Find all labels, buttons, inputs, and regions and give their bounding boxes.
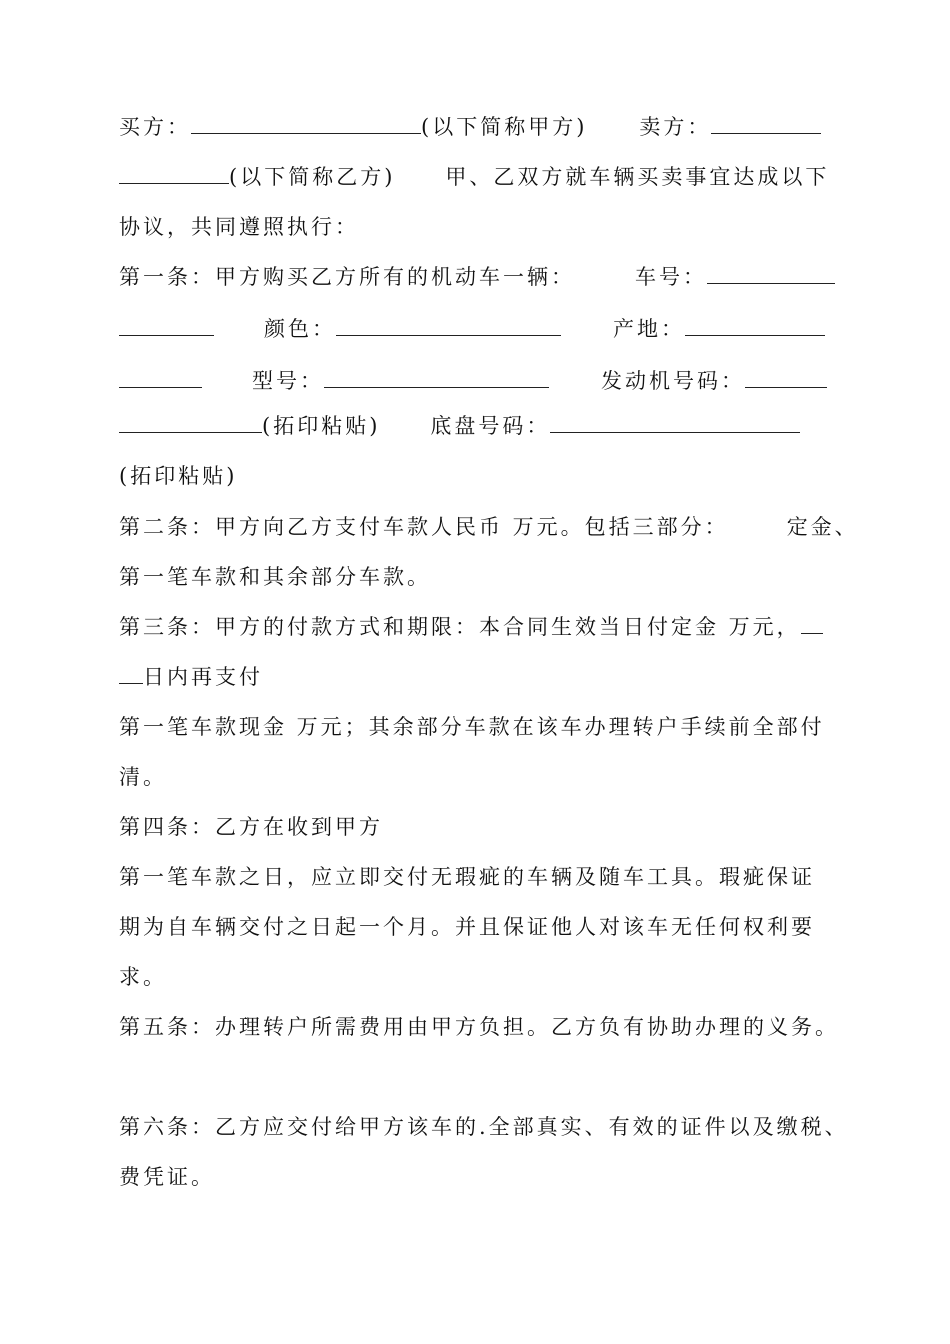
plate-label: 车号：: [635, 265, 707, 289]
article-4-cont-2: 期为自车辆交付之日起一个月。并且保证他人对该车无任何权利要: [119, 915, 815, 939]
buyer-label: 买方：: [119, 115, 191, 139]
model-engine-line: [119, 366, 839, 396]
article-1-text: 第一条：甲方购买乙方所有的机动车一辆：: [119, 265, 575, 289]
seller-blank-1[interactable]: [711, 113, 821, 134]
article-4-cont-3: 求。: [119, 965, 167, 989]
engine-blank-2[interactable]: [119, 412, 262, 433]
model-blank[interactable]: [324, 367, 549, 388]
days-blank-2[interactable]: [119, 663, 143, 684]
engine-blank-1[interactable]: [745, 367, 827, 388]
article-6-cont: 费凭证。: [119, 1165, 215, 1189]
article-6-line: 第六条：乙方应交付给甲方该车的.全部真实、有效的证件以及缴税、: [119, 1115, 849, 1139]
article-3-payment: 第一笔车款现金 万元；其余部分车款在该车办理转户手续前全部付: [119, 715, 825, 739]
rubbing-chassis-line: [119, 411, 839, 441]
agreement-intro-cont: 协议，共同遵照执行：: [119, 215, 359, 239]
article-5-line: 第五条：办理转户所需费用由甲方负担。乙方负有协助办理的义务。: [119, 1015, 839, 1039]
plate-blank-1[interactable]: [707, 263, 835, 284]
origin-blank-2[interactable]: [119, 367, 202, 388]
origin-label: 产地：: [613, 317, 685, 341]
seller-label: 卖方：: [639, 115, 712, 139]
model-label: 型号：: [252, 369, 324, 393]
origin-blank-1[interactable]: [685, 315, 825, 336]
article-3-line: [119, 612, 839, 642]
chassis-blank[interactable]: [550, 412, 800, 433]
deposit-word: 定金、: [786, 515, 859, 539]
engine-label: 发动机号码：: [601, 369, 745, 393]
buyer-blank[interactable]: [191, 113, 421, 134]
days-blank-1[interactable]: [801, 613, 823, 634]
article-4-line: 第四条：乙方在收到甲方: [119, 815, 383, 839]
article-2-line: [119, 512, 859, 542]
article-1-line: [119, 262, 839, 292]
article-3-cont: 日内再支付: [143, 665, 263, 689]
color-label: 颜色：: [264, 317, 336, 341]
article-3-end: 清。: [119, 765, 167, 789]
seller-abbr: (以下简称乙方): [229, 165, 396, 189]
color-blank[interactable]: [336, 315, 561, 336]
article-2-cont: 第一笔车款和其余部分车款。: [119, 565, 431, 589]
color-origin-line: [119, 314, 839, 344]
buyer-line: [119, 112, 839, 142]
plate-blank-2[interactable]: [119, 315, 214, 336]
seller-line: [119, 162, 839, 192]
article-3-text: 第三条：甲方的付款方式和期限：本合同生效当日付定金 万元，: [119, 615, 801, 639]
rubbing-note-1: (拓印粘贴): [262, 414, 381, 438]
buyer-abbr: (以下简称甲方): [421, 115, 588, 139]
article-3-cont-line: [119, 662, 839, 692]
article-4-cont-1: 第一笔车款之日，应立即交付无瑕疵的车辆及随车工具。瑕疵保证: [119, 865, 815, 889]
chassis-label: 底盘号码：: [430, 414, 551, 438]
agreement-intro: 甲、乙双方就车辆买卖事宜达成以下: [445, 165, 830, 189]
rubbing-note-2: (拓印粘贴): [119, 464, 238, 488]
seller-blank-2[interactable]: [119, 163, 229, 184]
article-2-text: 第二条：甲方向乙方支付车款人民币 万元。包括三部分：: [119, 515, 729, 539]
